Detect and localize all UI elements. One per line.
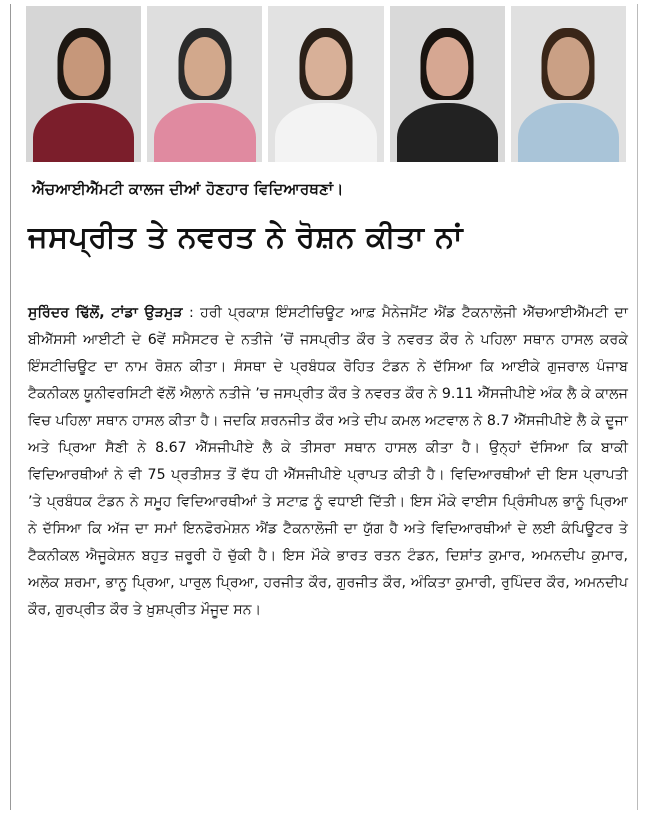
person-clothing [154,103,255,162]
student-photo-4 [390,6,505,162]
person-clothing [275,103,376,162]
student-photo-5 [511,6,626,162]
byline: ਸੁਰਿੰਦਰ ਢਿੱਲੋਂ, ਟਾਂਡਾ ਉੜਮੁੜ [28,305,183,321]
photo-strip [26,6,626,162]
student-photo-3 [268,6,383,162]
person-face [184,37,225,96]
student-photo-1 [26,6,141,162]
person-face [305,37,346,96]
photo-caption: ਐੱਚਆਈਐੱਮਟੀ ਕਾਲਜ ਦੀਆਂ ਹੋਣਹਾਰ ਵਿਦਿਆਰਥਣਾਂ। [32,180,344,198]
person-face [548,37,589,96]
student-photo-2 [147,6,262,162]
person-face [426,37,467,96]
person-face [63,37,104,96]
headline: ਜਸਪ੍ਰੀਤ ਤੇ ਨਵਰਤ ਨੇ ਰੋਸ਼ਨ ਕੀਤਾ ਨਾਂ [28,220,464,255]
person-clothing [518,103,619,162]
person-clothing [397,103,498,162]
article-body [28,300,628,624]
article-text: : ਹਰੀ ਪ੍ਰਕਾਸ਼ ਇੰਸਟੀਚਿਊਟ ਆਫ਼ ਮੈਨੇਜਮੈਂਟ ਐਂਡ ਟੈਕਨਾਲੋਜੀ ਐੱਚਆਈਐੱਮਟੀ ਦਾ ਬੀਐੱਸਸੀ ਆਈਟੀ ਦੇ 6ਵੇਂ ਸਮੈਸਟਰ ਦੇ ਨਤੀਜੇ ’ਚੋਂ ਜਸਪ੍ਰੀਤ ਕੌਰ ਤੇ ਨਵਰਤ ਕੌਰ ਨੇ ਪਹਿਲਾ ਸਥਾਨ ਹਾਸਲ ਕਰਕੇ ਇੰਸਟੀਚਿਊਟ ਦਾ ਨਾਮ ਰੋਸ਼ਨ ਕੀਤਾ। ਸੰਸਥਾ ਦੇ ਪ੍ਰਬੰਧਕ ਰੋਹਿਤ ਟੰਡਨ ਨੇ ਦੱਸਿਆ ਕਿ ਆਈਕੇ ਗੁਜਰਾਲ ਪੰਜਾਬ ਟੈਕਨੀਕਲ ਯੂਨੀਵਰਸਿਟੀ ਵੱਲੋਂ ਐਲਾਨੇ ਨਤੀਜੇ ’ਚ ਜਸਪ੍ਰੀਤ ਕੌਰ ਤੇ ਨਵਰਤ ਕੌਰ ਨੇ 9.11 ਐੱਸਜੀਪੀਏ ਅੰਕ ਲੈ ਕੇ ਕਾਲਜ ਵਿਚ ਪਹਿਲਾ ਸਥਾਨ ਹਾਸਲ ਕੀਤਾ ਹੈ। ਜਦਕਿ ਸ਼ਰਨਜੀਤ ਕੌਰ ਅਤੇ ਦੀਪ ਕਮਲ ਅਟਵਾਲ ਨੇ 8.7 ਐੱਸਜੀਪੀਏ ਲੈ ਕੇ ਦੂਜਾ ਅਤੇ ਪ੍ਰਿਆ ਸੈਣੀ ਨੇ 8.67 ਐੱਸਜੀਪੀਏ ਲੈ ਕੇ ਤੀਸਰਾ ਸਥਾਨ ਹਾਸਲ ਕੀਤਾ ਹੈ। ਉਨ੍ਹਾਂ ਦੱਸਿਆ ਕਿ ਬਾਕੀ ਵਿਦਿਆਰਥੀਆਂ ਨੇ ਵੀ 75 ਪ੍ਰਤੀਸ਼ਤ ਤੋਂ ਵੱਧ ਹੀ ਐੱਸਜੀਪੀਏ ਪ੍ਰਾਪਤ ਕੀਤੀ ਹੈ। ਵਿਦਿਆਰਥੀਆਂ ਦੀ ਇਸ ਪ੍ਰਾਪਤੀ ’ਤੇ ਪ੍ਰਬੰਧਕ ਟੰਡਨ ਨੇ ਸਮੂਹ ਵਿਦਿਆਰਥੀਆਂ ਤੇ ਸਟਾਫ਼ ਨੂੰ ਵਧਾਈ ਦਿੱਤੀ। ਇਸ ਮੌਕੇ ਵਾਈਸ ਪ੍ਰਿੰਸੀਪਲ ਭਾਨੂੰ ਪ੍ਰਿਆ ਨੇ ਦੱਸਿਆ ਕਿ ਅੱਜ ਦਾ ਸਮਾਂ ਇਨਫੋਰਮੇਸ਼ਨ ਐਂਡ ਟੈਕਨਾਲੋਜੀ ਦਾ ਯੁੱਗ ਹੈ ਅਤੇ ਵਿਦਿਆਰਥੀਆਂ ਦੇ ਲਈ ਕੰਪਿਊਟਰ ਤੇ ਟੈਕਨੀਕਲ ਐਜੂਕੇਸ਼ਨ ਬਹੁਤ ਜ਼ਰੂਰੀ ਹੋ ਚੁੱਕੀ ਹੈ। ਇਸ ਮੌਕੇ ਭਾਰਤ ਰਤਨ ਟੰਡਨ, ਦਿਸ਼ਾਂਤ ਕੁਮਾਰ, ਅਮਨਦੀਪ ਕੁਮਾਰ, ਅਲੋਕ ਸ਼ਰਮਾ, ਭਾਨੂ ਪ੍ਰਿਆ, ਪਾਰੁਲ ਪ੍ਰਿਆ, ਹਰਜੀਤ ਕੌਰ, ਗੁਰਜੀਤ ਕੌਰ, ਅੰਕਿਤਾ ਕੁਮਾਰੀ, ਰੁਪਿੰਦਰ ਕੌਰ, ਅਮਨਦੀਪ ਕੌਰ, ਗੁਰਪ੍ਰੀਤ ਕੌਰ ਤੇ ਖ਼ੁਸ਼ਪ੍ਰੀਤ ਮੌਜੂਦ ਸਨ। [28,305,628,618]
